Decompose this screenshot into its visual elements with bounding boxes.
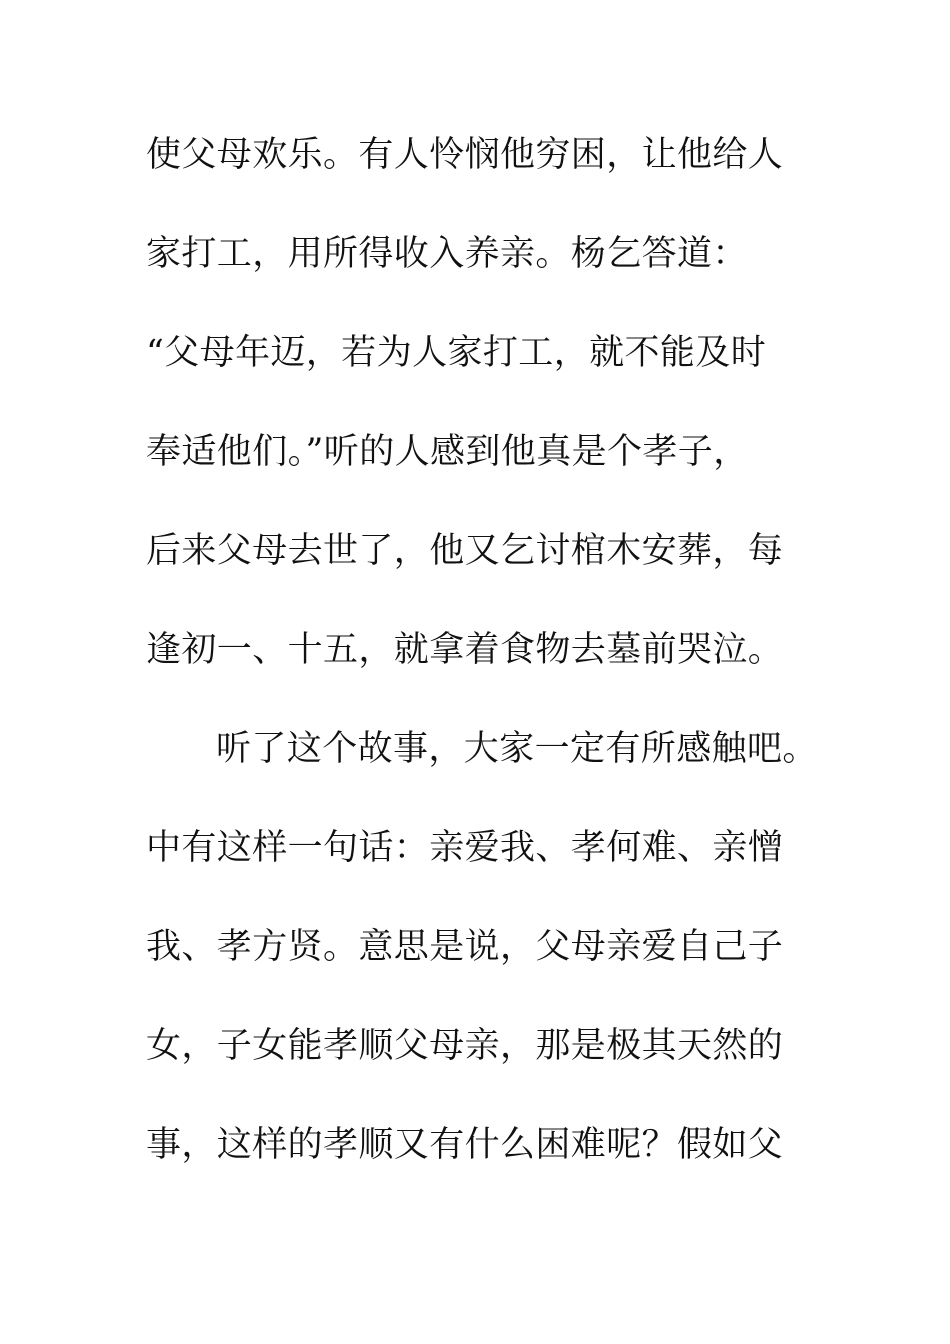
text-line: 事，这样的孝顺又有什么困难呢？假如父 <box>146 1125 784 1165</box>
text-line: 后来父母去世了，他又乞讨棺木安葬，每 <box>146 531 784 571</box>
text-line: 奉适他们。”听的人感到他真是个孝子， <box>146 432 749 472</box>
text-line-paragraph-start: 听了这个故事，大家一定有所感触吧。 <box>216 729 818 769</box>
text-line: 中有这样一句话：亲爱我、孝何难、亲憎 <box>146 828 784 868</box>
text-line: 使父母欢乐。有人怜悯他穷困，让他给人 <box>146 135 784 175</box>
text-line: 逢初一、十五，就拿着食物去墓前哭泣。 <box>146 630 784 670</box>
text-line: 我、孝方贤。意思是说，父母亲爱自己子 <box>146 927 784 967</box>
text-line: 家打工，用所得收入养亲。杨乞答道： <box>146 234 748 274</box>
text-line: “父母年迈，若为人家打工，就不能及时 <box>146 333 767 373</box>
text-line: 女，子女能孝顺父母亲，那是极其天然的 <box>146 1026 784 1066</box>
